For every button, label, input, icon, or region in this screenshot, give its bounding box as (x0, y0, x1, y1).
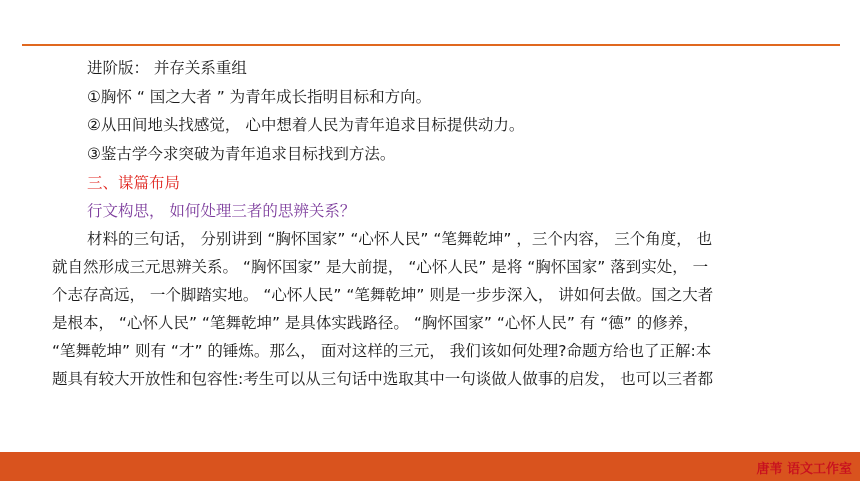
paragraph-line: 就自然形成三元思辨关系。 “胸怀国家” 是大前提， “心怀人民” 是将 “胸怀国家” 落到实处， 一 (52, 258, 709, 276)
footer-brand: 唐苇 语文工作室 (756, 462, 852, 477)
advanced-version-heading: 进阶版： 并存关系重组 (87, 59, 247, 77)
guiding-question: 行文构思， 如何处理三者的思辨关系？ (87, 202, 356, 220)
section-heading: 三、谋篇布局 (87, 174, 181, 192)
point-3: ③鉴古学今求突破为青年追求目标找到方法。 (87, 145, 396, 163)
paragraph-line: 材料的三句话， 分别讲到 “胸怀国家” “心怀人民” “笔舞乾坤” ，三个内容， 三个角度， 也 (87, 230, 713, 248)
paragraph-line: 题具有较大开放性和包容性:考生可以从三句话中选取其中一句谈做人做事的启发， 也可以三者都 (52, 370, 714, 388)
paragraph-line: 是根本， “心怀人民” “笔舞乾坤” 是具体实践路径。 “胸怀国家” “心怀人民” 有 “德” 的修养， (52, 314, 699, 332)
footer-bar (0, 452, 860, 481)
point-2: ②从田间地头找感觉， 心中想着人民为青年追求目标提供动力。 (87, 116, 525, 134)
paragraph-line: 个志存高远， 一个脚踏实地。 “心怀人民” “笔舞乾坤” 则是一步步深入， 讲如何去做。国之大者 (52, 286, 714, 304)
top-divider (22, 44, 840, 46)
point-1: ①胸怀 “ 国之大者 ” 为青年成长指明目标和方向。 (87, 88, 432, 106)
paragraph-line: “笔舞乾坤” 则有 “才” 的锤炼。那么， 面对这样的三元， 我们该如何处理?命题方给也了正解:本 (52, 342, 712, 360)
